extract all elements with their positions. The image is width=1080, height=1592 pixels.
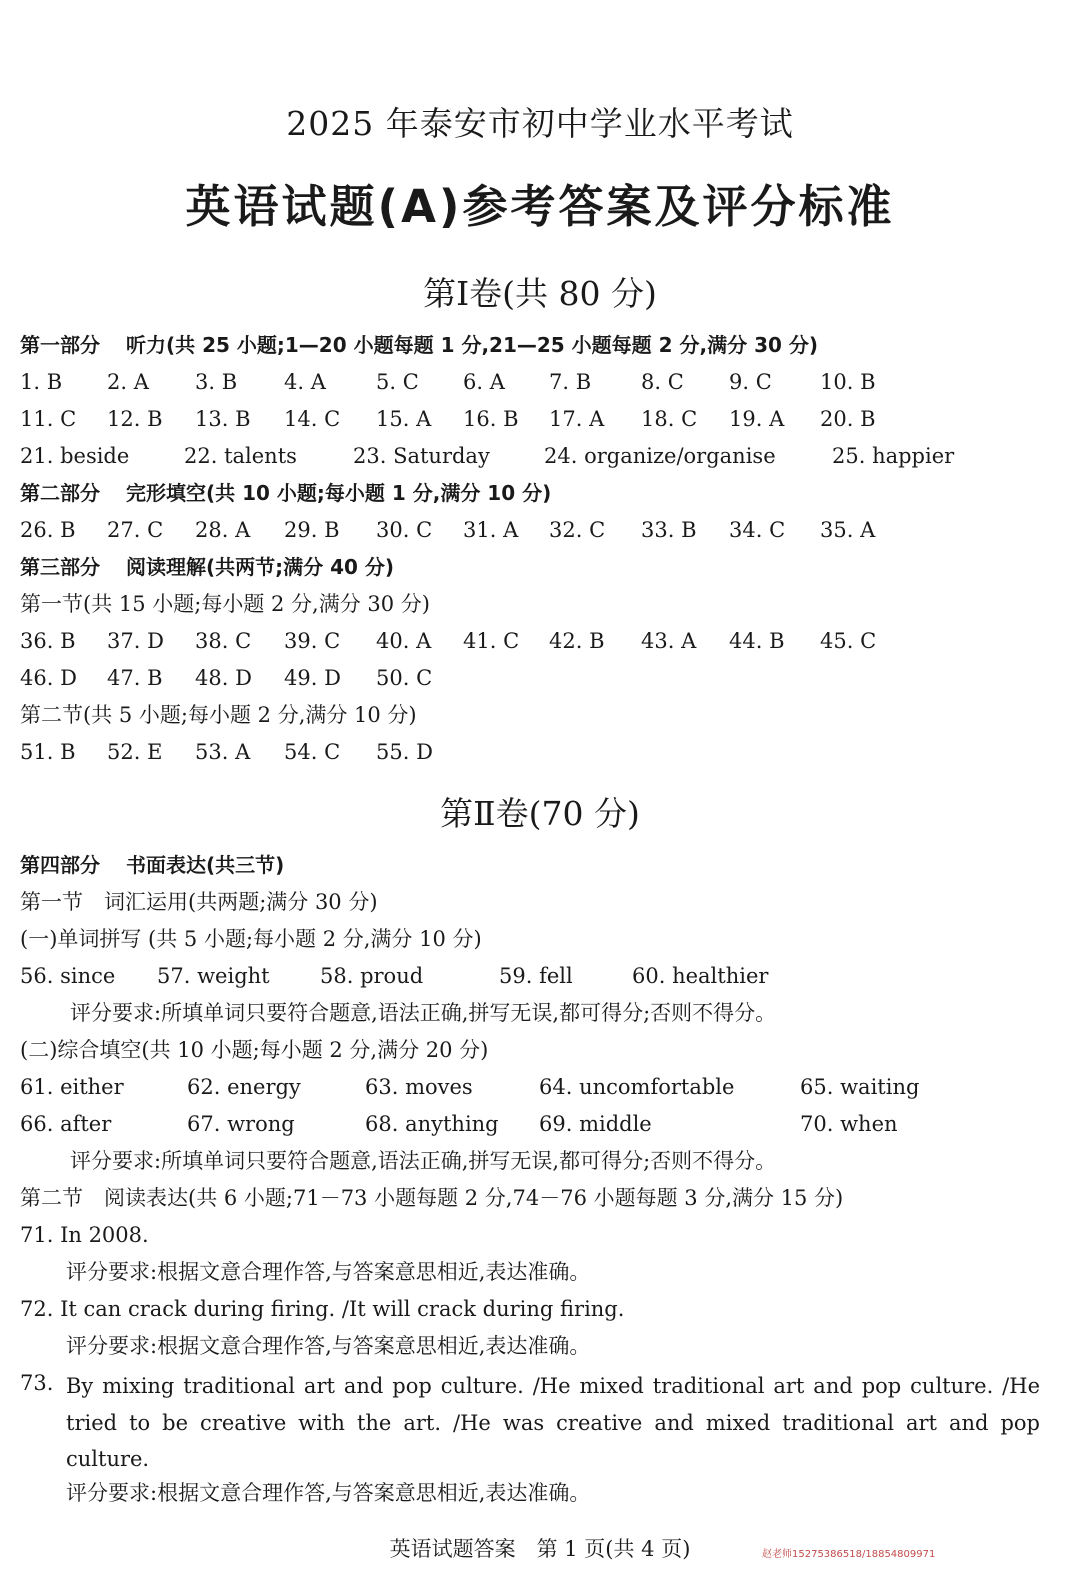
- answer-item: 14. C: [284, 407, 341, 431]
- part3-title: 阅读理解(共两节;满分 40 分): [126, 555, 395, 579]
- answer-item: 33. B: [641, 518, 697, 542]
- part4-label: 第四部分: [20, 853, 100, 877]
- question-73-number: 73.: [20, 1371, 54, 1395]
- answer-item: 19. A: [729, 407, 785, 431]
- answer-item: 67. wrong: [187, 1112, 295, 1136]
- answer-item: 65. waiting: [800, 1075, 920, 1099]
- answer-item: 66. after: [20, 1112, 112, 1136]
- answer-item: 51. B: [20, 740, 76, 764]
- answer-item: 61. either: [20, 1075, 124, 1099]
- part4-section2-title: 第二节 阅读表达(共 6 小题;71－73 小题每题 2 分,74－76 小题每题 3 分,满分 15 分): [20, 1186, 844, 1210]
- answer-item: 17. A: [549, 407, 605, 431]
- answer-item: 43. A: [641, 629, 697, 653]
- answer-item: 52. E: [107, 740, 163, 764]
- part3-heading: [20, 552, 1060, 582]
- part4-title: 书面表达(共三节): [126, 853, 285, 877]
- answer-item: 20. B: [820, 407, 876, 431]
- answer-item: 60. healthier: [632, 964, 769, 988]
- answer-item: 36. B: [20, 629, 76, 653]
- answer-item: 1. B: [20, 370, 63, 394]
- part1-title: 听力(共 25 小题;1—20 小题每题 1 分,21—25 小题每题 2 分,满分 30 分): [126, 333, 819, 357]
- part4-sub1-title: (一)单词拼写 (共 5 小题;每小题 2 分,满分 10 分): [20, 927, 482, 951]
- question-72-answer: 72. It can crack during firing. /It will crack during firing.: [20, 1297, 625, 1321]
- answer-item: 35. A: [820, 518, 876, 542]
- answer-item: 44. B: [729, 629, 785, 653]
- volume-1-heading: 第Ⅰ卷(共 80 分): [423, 274, 657, 313]
- answer-item: 30. C: [376, 518, 433, 542]
- answer-item: 8. C: [641, 370, 684, 394]
- part4-heading: [20, 850, 1060, 880]
- answer-item: 45. C: [820, 629, 877, 653]
- answer-item: 69. middle: [539, 1112, 652, 1136]
- answer-item: 4. A: [284, 370, 326, 394]
- answer-item: 15. A: [376, 407, 432, 431]
- part4-sub1-note: 评分要求:所填单词只要符合题意,语法正确,拼写无误,都可得分;否则不得分。: [70, 1001, 777, 1025]
- answer-item: 3. B: [195, 370, 238, 394]
- question-71-answer: 71. In 2008.: [20, 1223, 149, 1247]
- answer-item: 10. B: [820, 370, 876, 394]
- answer-item: 41. C: [463, 629, 520, 653]
- answer-item: 47. B: [107, 666, 163, 690]
- answer-item: 56. since: [20, 964, 116, 988]
- page-footer: 英语试题答案 第 1 页(共 4 页): [389, 1537, 691, 1561]
- answer-item: 9. C: [729, 370, 772, 394]
- answer-item: 70. when: [800, 1112, 898, 1136]
- question-73-answer: By mixing traditional art and pop culture. /He mixed traditional art and pop culture. /He tried to be creative with the art. /He was creative and mixed traditional art and pop culture.: [66, 1374, 1040, 1471]
- answer-item: 38. C: [195, 629, 252, 653]
- answer-item: 32. C: [549, 518, 606, 542]
- answer-item: 31. A: [463, 518, 519, 542]
- answer-item: 25. happier: [832, 444, 955, 468]
- answer-item: 62. energy: [187, 1075, 301, 1099]
- exam-title: 2025 年泰安市初中学业水平考试: [286, 104, 794, 143]
- answer-item: 48. D: [195, 666, 252, 690]
- part2-title: 完形填空(共 10 小题;每小题 1 分,满分 10 分): [126, 481, 552, 505]
- answer-item: 29. B: [284, 518, 340, 542]
- answer-item: 23. Saturday: [353, 444, 490, 468]
- answer-item: 54. C: [284, 740, 341, 764]
- answer-item: 6. A: [463, 370, 505, 394]
- answer-item: 22. talents: [184, 444, 297, 468]
- part3-section2-title: 第二节(共 5 小题;每小题 2 分,满分 10 分): [20, 703, 417, 727]
- question-71-note: 评分要求:根据文意合理作答,与答案意思相近,表达准确。: [66, 1260, 591, 1284]
- contact-watermark: 赵老师15275386518/18854809971: [762, 1549, 936, 1560]
- answer-item: 13. B: [195, 407, 251, 431]
- part1-label: 第一部分: [20, 333, 100, 357]
- answer-item: 18. C: [641, 407, 698, 431]
- part4-sub2-title: (二)综合填空(共 10 小题;每小题 2 分,满分 20 分): [20, 1038, 489, 1062]
- part3-section1-title: 第一节(共 15 小题;每小题 2 分,满分 30 分): [20, 592, 430, 616]
- answer-item: 49. D: [284, 666, 341, 690]
- answer-item: 21. beside: [20, 444, 130, 468]
- answer-item: 58. proud: [320, 964, 424, 988]
- answer-item: 50. C: [376, 666, 433, 690]
- answer-item: 7. B: [549, 370, 592, 394]
- answer-item: 68. anything: [365, 1112, 499, 1136]
- answer-item: 39. C: [284, 629, 341, 653]
- answer-item: 12. B: [107, 407, 163, 431]
- answer-item: 64. uncomfortable: [539, 1075, 735, 1099]
- part2-label: 第二部分: [20, 481, 100, 505]
- volume-2-heading: 第Ⅱ卷(70 分): [440, 794, 640, 833]
- main-title: 英语试题(A)参考答案及评分标准: [185, 180, 895, 233]
- question-73-note: 评分要求:根据文意合理作答,与答案意思相近,表达准确。: [66, 1481, 591, 1505]
- answer-item: 42. B: [549, 629, 605, 653]
- part1-heading: [20, 330, 1060, 360]
- answer-item: 2. A: [107, 370, 149, 394]
- part4-sub2-note: 评分要求:所填单词只要符合题意,语法正确,拼写无误,都可得分;否则不得分。: [70, 1149, 777, 1173]
- answer-item: 11. C: [20, 407, 77, 431]
- answer-item: 24. organize/organise: [544, 444, 776, 468]
- answer-item: 5. C: [376, 370, 419, 394]
- answer-item: 28. A: [195, 518, 251, 542]
- answer-item: 37. D: [107, 629, 164, 653]
- answer-item: 40. A: [376, 629, 432, 653]
- answer-item: 53. A: [195, 740, 251, 764]
- answer-item: 16. B: [463, 407, 519, 431]
- answer-item: 34. C: [729, 518, 786, 542]
- part3-label: 第三部分: [20, 555, 100, 579]
- answer-item: 46. D: [20, 666, 77, 690]
- answer-item: 57. weight: [157, 964, 270, 988]
- question-72-note: 评分要求:根据文意合理作答,与答案意思相近,表达准确。: [66, 1334, 591, 1358]
- answer-item: 59. fell: [499, 964, 573, 988]
- answer-item: 26. B: [20, 518, 76, 542]
- answer-item: 55. D: [376, 740, 433, 764]
- part2-heading: [20, 478, 1060, 508]
- answer-item: 63. moves: [365, 1075, 473, 1099]
- part4-section1-title: 第一节 词汇运用(共两题;满分 30 分): [20, 890, 378, 914]
- answer-item: 27. C: [107, 518, 164, 542]
